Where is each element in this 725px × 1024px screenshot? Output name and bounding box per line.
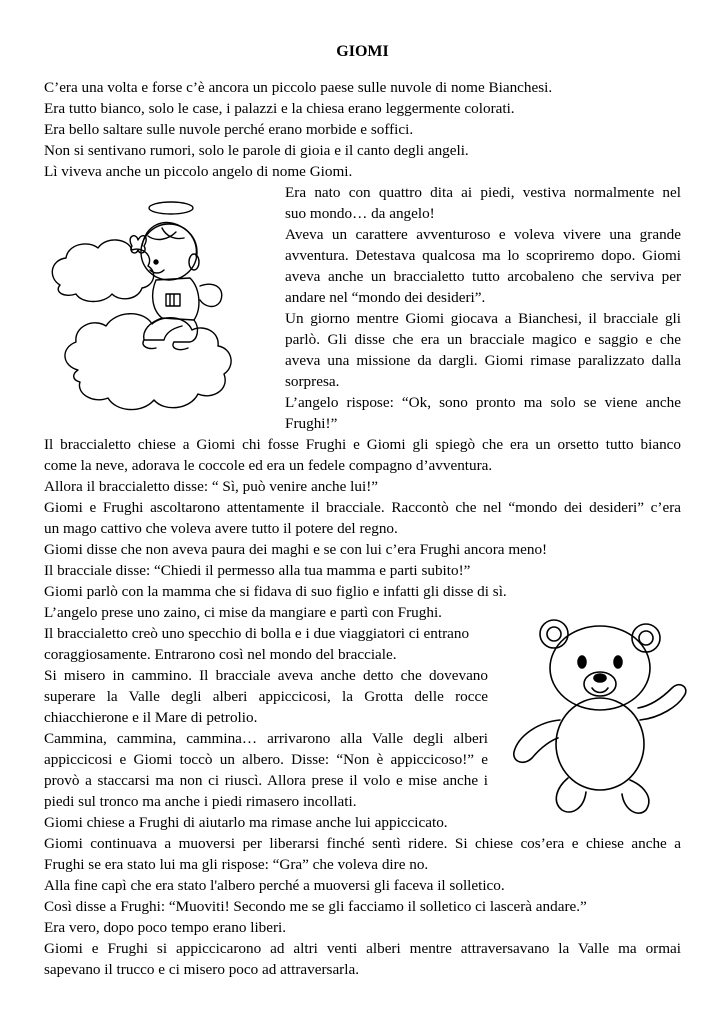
text-line: Aveva un carattere avventuroso e voleva vivere una grande bbox=[285, 226, 681, 243]
text-line: coraggiosamente. Entrarono così nel mondo del bracciale. bbox=[44, 646, 397, 663]
text-line: Giomi chiese a Frughi di aiutarlo ma rimase anche lui appiccicato. bbox=[44, 814, 448, 831]
text-line: Giomi disse che non aveva paura dei maghi e se con lui c’era Frughi ancora meno! bbox=[44, 541, 548, 558]
text-line: sorpresa. bbox=[285, 373, 340, 390]
text-line: Il braccialetto creò uno specchio di bolla e i due viaggiatori ci entrano bbox=[44, 625, 470, 642]
text-line: parlò. Gli disse che era un bracciale magico e saggio e che bbox=[285, 331, 681, 348]
text-line: Giomi continuava a muoversi per liberarsi finché sentì ridere. Si chiese cos’era e chiese anche a bbox=[44, 835, 681, 852]
text-line: L’angelo prese uno zaino, ci mise da mangiare e partì con Frughi. bbox=[44, 604, 442, 621]
teddy-bear-icon bbox=[496, 612, 701, 817]
text-line: Giomi parlò con la mamma che si fidava di suo figlio e infatti gli disse di sì. bbox=[44, 583, 507, 600]
text-line: avventura. Detestava qualcosa ma lo scopriremo dopo. Giomi bbox=[285, 247, 681, 264]
text-line: un mago cattivo che voleva avere tutto il potere del regno. bbox=[44, 520, 398, 537]
text-line: Un giorno mentre Giomi giocava a Bianchesi, il bracciale gli bbox=[285, 310, 681, 327]
text-line: Giomi e Frughi si appiccicarono ad altri venti alberi mentre attraversavano la Valle ma ormai bbox=[44, 940, 681, 957]
text-line: sapevano il trucco e ci misero poco ad attraversarla. bbox=[44, 961, 359, 978]
text-line: superare la Valle degli alberi appiccicosi, la Grotta delle rocce bbox=[44, 688, 488, 705]
text-line: L’angelo rispose: “Ok, sono pronto ma solo se viene anche bbox=[285, 394, 681, 411]
text-line: C’era una volta e forse c’è ancora un piccolo paese sulle nuvole di nome Bianchesi. bbox=[44, 79, 553, 96]
angel-icon bbox=[44, 190, 279, 425]
text-line: Era bello saltare sulle nuvole perché erano morbide e soffici. bbox=[44, 121, 414, 138]
text-line: Alla fine capì che era stato l'albero perché a muoversi gli faceva il solletico. bbox=[44, 877, 505, 894]
text-line: Era vero, dopo poco tempo erano liberi. bbox=[44, 919, 287, 936]
page-title: GIOMI bbox=[336, 43, 389, 60]
text-line: suo mondo… da angelo! bbox=[285, 205, 435, 222]
text-line: aveva anche un braccialetto tutto arcobaleno che serviva per bbox=[285, 268, 681, 285]
text-line: come la neve, adorava le coccole ed era un fedele compagno d’avventura. bbox=[44, 457, 493, 474]
text-line: Frughi se era stato lui ma gli rispose: “Gra” che voleva dire no. bbox=[44, 856, 429, 873]
text-line: provò a staccarsi ma non ci riuscì. Allora prese il volo e mise anche i bbox=[44, 772, 488, 789]
text-line: Cammina, cammina, cammina… arrivarono alla Valle degli alberi bbox=[44, 730, 488, 747]
text-line: andare nel “mondo dei desideri”. bbox=[285, 289, 486, 306]
text-line: Il braccialetto chiese a Giomi chi fosse Frughi e Giomi gli spiegò che era un orsetto tutto bianco bbox=[44, 436, 681, 453]
text-line: Giomi e Frughi ascoltarono attentamente il bracciale. Raccontò che nel “mondo dei desideri” c’era bbox=[44, 499, 681, 516]
text-line: Era nato con quattro dita ai piedi, vestiva normalmente nel bbox=[285, 184, 681, 201]
text-line: Si misero in cammino. Il bracciale aveva anche detto che dovevano bbox=[44, 667, 488, 684]
text-line: Il bracciale disse: “Chiedi il permesso alla tua mamma e parti subito!” bbox=[44, 562, 471, 579]
text-line: Non si sentivano rumori, solo le parole di gioia e il canto degli angeli. bbox=[44, 142, 469, 159]
text-line: Frughi!” bbox=[285, 415, 338, 432]
text-line: chiacchierone e il Mare di petrolio. bbox=[44, 709, 258, 726]
text-line: Così disse a Frughi: “Muoviti! Secondo me se gli facciamo il solletico ci lascerà andare.” bbox=[44, 898, 587, 915]
text-line: Era tutto bianco, solo le case, i palazzi e la chiesa erano leggermente colorati. bbox=[44, 100, 515, 117]
text-line: piedi sul tronco ma anche i piedi rimasero incollati. bbox=[44, 793, 357, 810]
text-line: Lì viveva anche un piccolo angelo di nome Giomi. bbox=[44, 163, 353, 180]
text-line: Allora il braccialetto disse: “ Sì, può venire anche lui!” bbox=[44, 478, 379, 495]
text-line: aveva una missione da dargli. Giomi rimase paralizzato dalla bbox=[285, 352, 681, 369]
text-line: appiccicosi e Giomi toccò un albero. Disse: “Non è appiccicoso!” e bbox=[44, 751, 488, 768]
